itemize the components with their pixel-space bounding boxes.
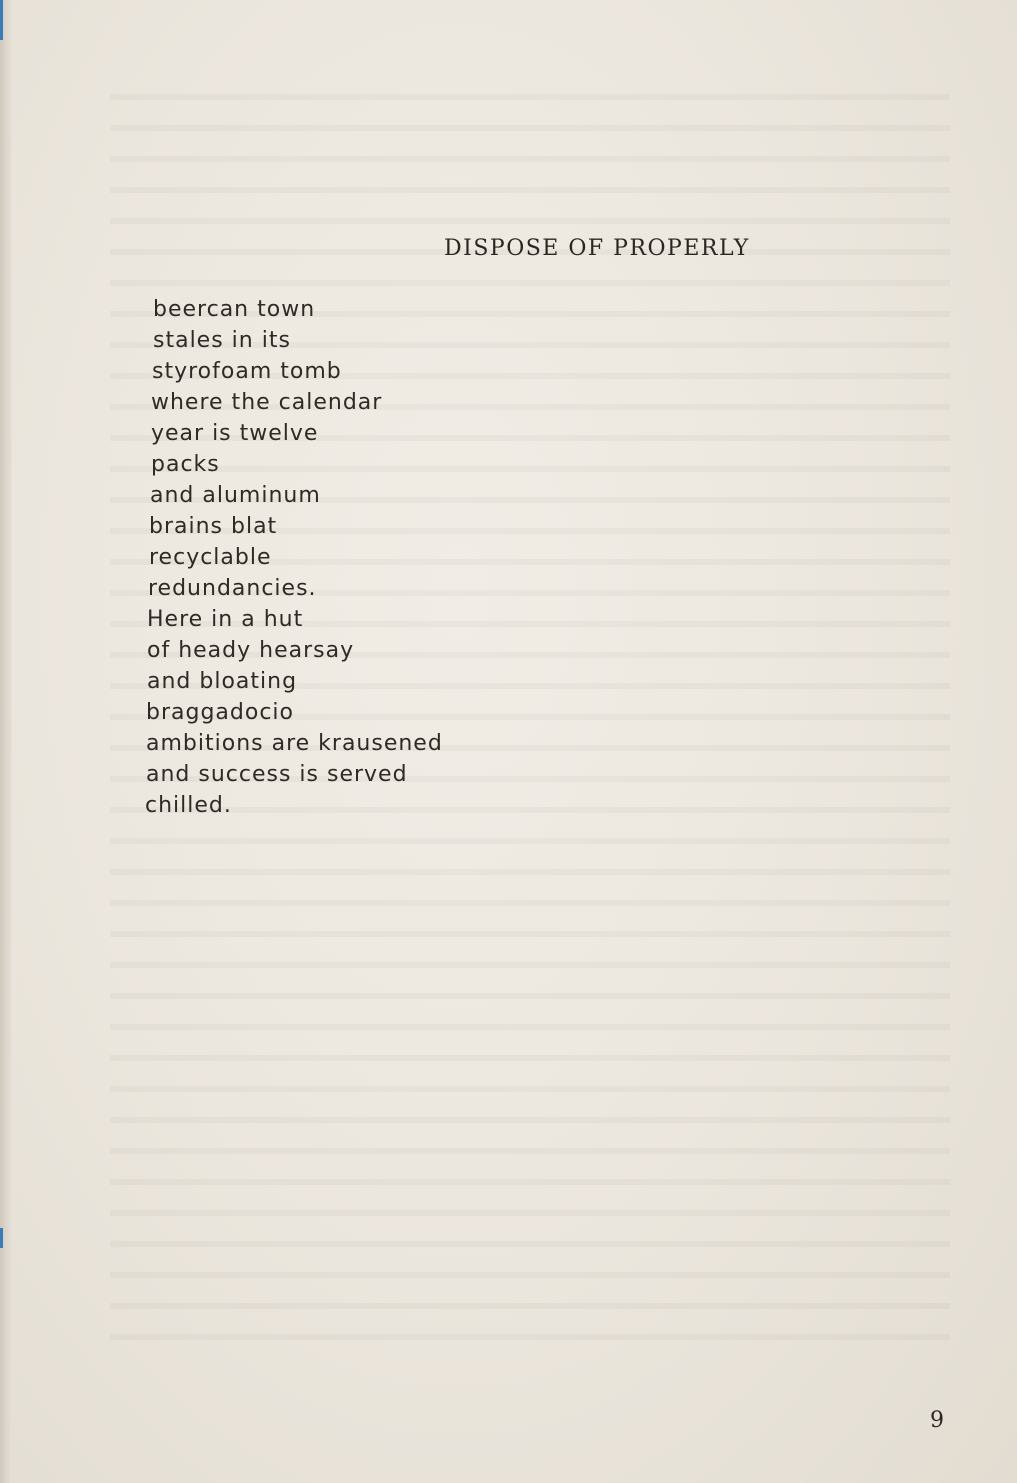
poem-line: styrofoam tomb [152,359,342,384]
poem-line: redundancies. [148,576,317,601]
poem-line: beercan town [153,297,316,322]
poem-line: year is twelve [151,421,319,446]
poem-body [145,294,443,821]
scan-edge-mark [0,1228,3,1248]
page-binding-edge [0,0,12,1483]
poem-line: packs [151,452,220,477]
poem-line: stales in its [153,328,291,353]
poem-title: DISPOSE OF PROPERLY [444,236,750,261]
poem-line: Here in a hut [147,607,304,632]
page-number: 9 [930,1408,944,1433]
poem-line: brains blat [149,514,278,539]
scan-edge-mark [0,0,3,40]
poem-line: and bloating [147,669,298,694]
poem-line: recyclable [149,545,272,570]
poem-line: and success is served [146,762,408,787]
poem-line: chilled. [145,793,232,818]
poem-line: of heady hearsay [147,638,355,663]
poem-line: ambitions are krausened [146,731,443,756]
poem-line: where the calendar [151,390,383,415]
poem-line: braggadocio [146,700,294,725]
poem-line: and aluminum [150,483,321,508]
